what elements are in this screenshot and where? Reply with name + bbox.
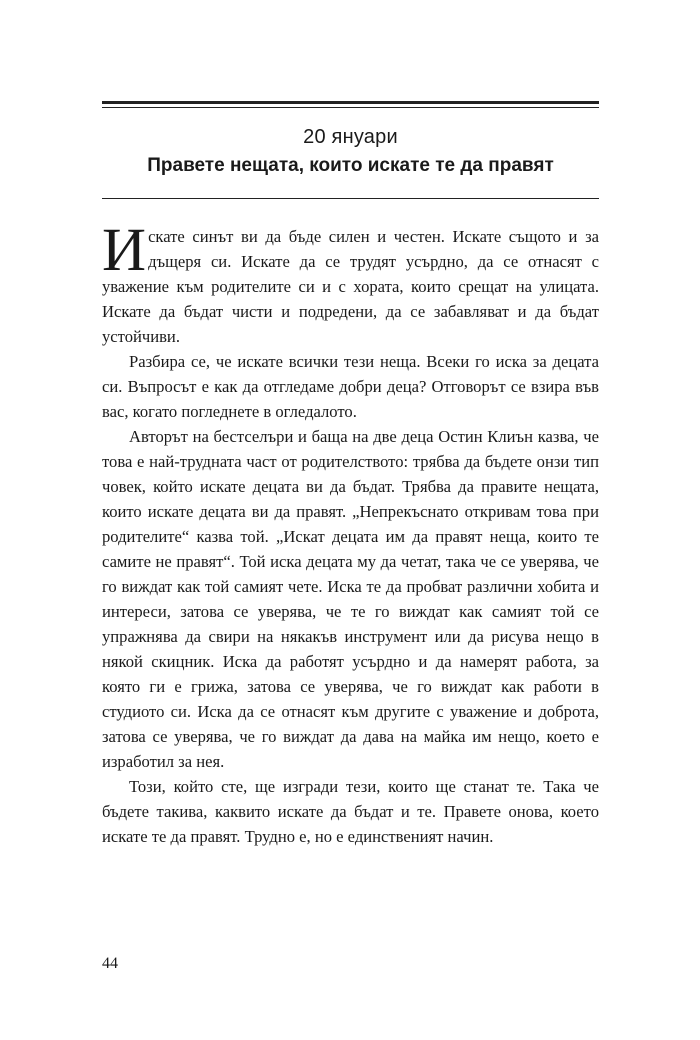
body-text <box>102 217 599 849</box>
paragraph-1-text: скате синът ви да бъде силен и честен. Искате същото и за дъщеря си. Искате да се трудят усърдно, да се отнасят с уважение към родителите си и с хората, които срещат на улицата. Искате да бъдат чисти и подредени, да се забавляват и да бъдат устойчиви. <box>102 227 599 346</box>
header-rule-thick <box>102 101 599 104</box>
paragraph-3: Авторът на бестселъри и баща на две деца Остин Клиън казва, че това е най-трудната част от родителството: трябва да бъдете онзи тип човек, който искате децата ви да бъдат. Трябва да правите нещата, които искате децата ви да правят. „Непрекъснато откривам това при родителите“ казва той. „Искат децата им да правят неща, които те самите не правят“. Той иска децата му да четат, така че се уверява, че го виждат как той самият чете. Иска те да пробват различни хобита и интереси, затова се уверява, че те го виждат как самият той се упражнява да свири на някакъв инструмент или да рисува нещо в някой скицник. Иска да работят усърдно и да намерят работа, за която ги е грижа, затова се уверява, че го виждат как работи в студиото си. Иска да се отнасят към другите с уважение и доброта, затова се уверява, че го виждат да дава на майка им нещо, което е изработил за нея. <box>102 427 599 771</box>
entry-date: 20 януари <box>303 126 398 148</box>
paragraph-1 <box>102 217 599 349</box>
entry-title: Правете нещата, които искате те да правят <box>147 155 554 176</box>
paragraph-4: Този, който сте, ще изгради тези, които ще станат те. Така че бъдете такива, каквито искате да бъдат и те. Правете онова, което искате те да правят. Трудно е, но е единственият начин. <box>102 777 599 846</box>
page-number: 44 <box>102 955 118 972</box>
title-rule <box>102 198 599 199</box>
paragraph-2: Разбира се, че искате всички тези неща. Всеки го иска за децата си. Въпросът е как да отгледаме добри деца? Отговорът се взира във вас, когато погледнете в огледалото. <box>102 352 599 421</box>
header-rule-thin <box>102 107 599 108</box>
drop-cap: И <box>102 217 147 284</box>
